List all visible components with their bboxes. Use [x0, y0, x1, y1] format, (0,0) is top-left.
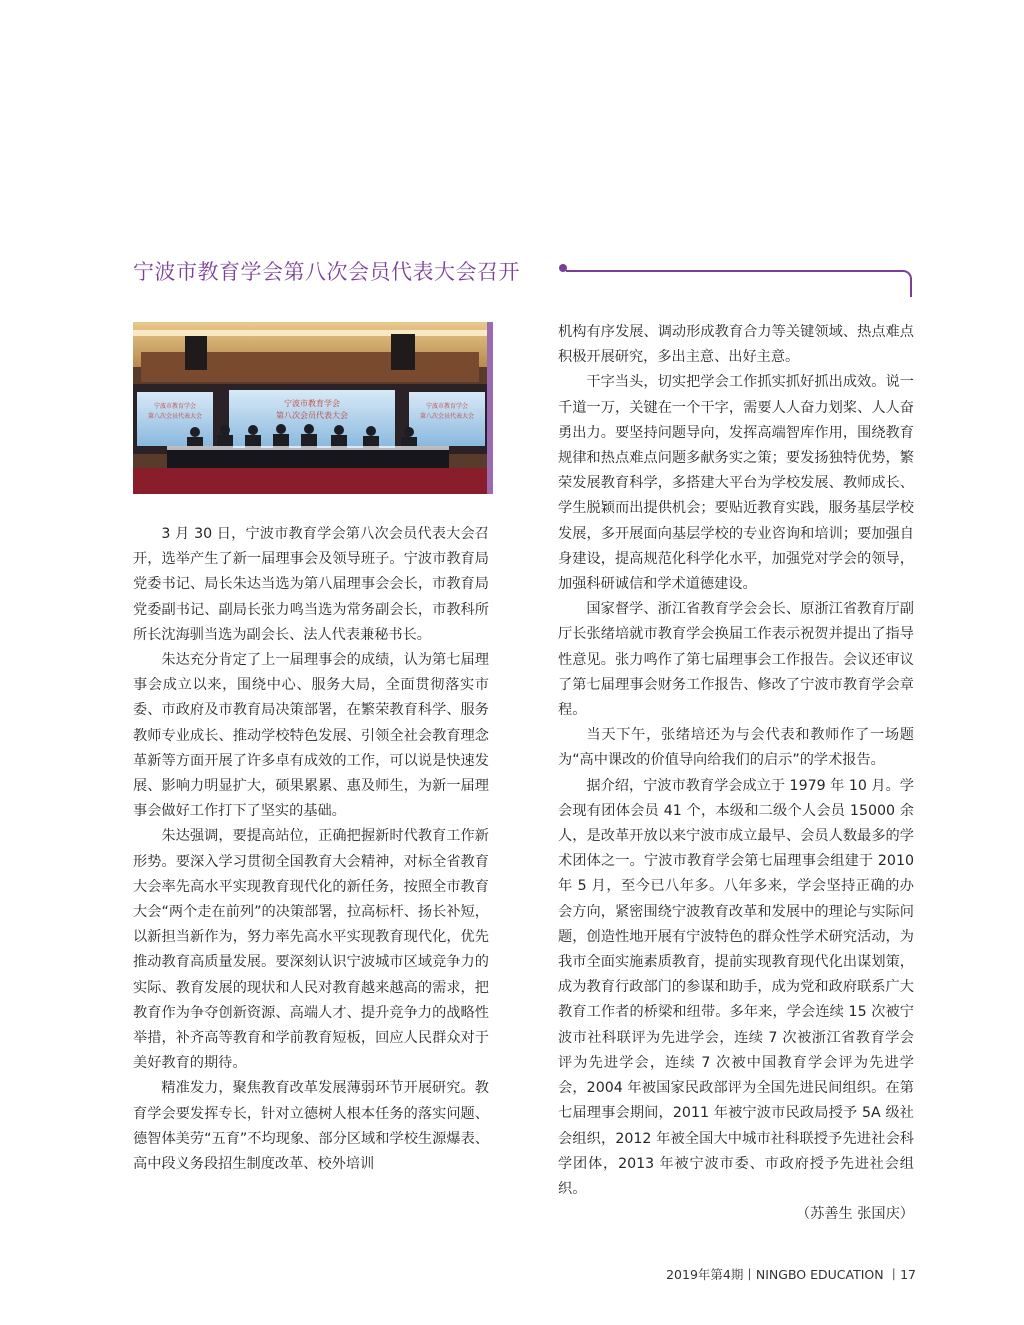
banner-left-line2: 第八次会员代表大会 [147, 413, 203, 420]
paragraph: 据介绍，宁波市教育学会成立于 1979 年 10 月。学会现有团体会员 41 个，本级和二级个人会员 15000 余人，是改革开放以来宁波市成立最早、会员人数最多的学术团体之一。宁波市教育学会第七届理事会组建于 2010 年 5 月，至今已八年多。八年多来，学会坚持正确的办会方向，紧密围绕宁波教育改革和发展中的理论与实际问题，创造性地开展有宁波特色的群众性学术研究活动，为我市全面实施素质教育，提前实现教育现代化出谋划策，成为教育行政部门的参谋和助手，成为党和政府联系广大教育工作者的桥梁和纽带。多年来，学会连续 15 次被宁波市社科联评为先进学会，连续 7 次被浙江省教育学会评为先进学会，连续 7 次被中国教育学会评为先进学会，2004 年被国家民政部评为全国先进民间组织。在第七届理事会期间，2011 年被宁波市民政局授予 5A 级社会组织，2012 年被全国大中城市社科联授予先进社会科学团体，2013 年被宁波市委、市政府授予先进社会组织。 [558, 777, 914, 1197]
paragraph: 机构有序发展、调动形成教育合力等关键领域、热点难点积极开展研究，多出主意、出好主意。 [558, 324, 914, 366]
speaker-right-shape [391, 334, 415, 370]
paragraph: 精准发力，聚焦教育改革发展薄弱环节开展研究。教育学会要发挥专长，针对立德树人根本任务的落实问题、德智体美劳“五育”不均现象、部分区域和学校生源爆表、高中段义务段招生制度改革、校外培训 [133, 1080, 489, 1173]
banner-center-line1: 宁波市教育学会 [284, 399, 340, 408]
banner-left-line1: 宁波市教育学会 [153, 403, 197, 410]
right-column [558, 320, 914, 1227]
page-footer: 2019年第4期丨NINGBO EDUCATION 丨17 [666, 1267, 916, 1282]
paragraph: 朱达强调，要提高站位，正确把握新时代教育工作新形势。要深入学习贯彻全国教育大会精神，对标全省教育大会率先高水平实现教育现代化的新任务，按照全市教育大会“两个走在前列”的决策部署，拉高标杆、扬长补短，以新担当新作为，努力率先高水平实现教育现代化，优先推动教育高质量发展。要深刻认识宁波城市区域竞争力的实际、教育发展的现状和人民对教育越来越高的需求，把教育作为争夺创新资源、高端人才、提升竞争力的战略性举措，补齐高等教育和学前教育短板，回应人民群众对于美好教育的期待。 [133, 828, 489, 1072]
conference-photo [133, 322, 493, 494]
article-photo [133, 322, 493, 494]
banner-right-line2: 第八次会员代表大会 [419, 413, 475, 420]
banner-center-line2: 第八次会员代表大会 [276, 411, 348, 420]
article-title: 宁波市教育学会第八次会员代表大会召开 [133, 260, 520, 284]
paragraph: 当天下午，张绪培还为与会代表和教师作了一场题为“高中课改的价值导向给我们的启示”的学术报告。 [558, 727, 914, 769]
banner-right-line1: 宁波市教育学会 [425, 403, 469, 410]
paragraph: 干字当头，切实把学会工作抓实抓好抓出成效。说一千道一万，关键在一个干字，需要人人奋力划桨、人人奋勇出力。要坚持问题导向，发挥高端智库作用，围绕教育规律和热点难点问题多献务实之策；要发扬独特优势，繁荣发展教育科学，多搭建大平台为学校发展、教师成长、学生脱颖而出提供机会；要贴近教育实践，服务基层学校发展，多开展面向基层学校的专业咨询和培训；要加强自身建设，提高规范化科学化水平，加强党对学会的领导，加强科研诚信和学术道德建设。 [558, 374, 914, 593]
paragraph: 3 月 30 日，宁波市教育学会第八次会员代表大会召开，选举产生了新一届理事会及领导班子。宁波市教育局党委书记、局长朱达当选为第八届理事会会长，市教育局党委副书记、副局长张力鸣当选为常务副会长，市教科所所长沈海驯当选为副会长、法人代表兼秘书长。 [133, 526, 489, 643]
title-decoration-line [566, 270, 912, 297]
left-column [133, 522, 489, 1177]
paragraph: 国家督学、浙江省教育学会会长、原浙江省教育厅副厅长张绪培就市教育学会换届工作表示祝贺并提出了指导性意见。张力鸣作了第七届理事会工作报告。会议还审议了第七届理事会财务工作报告、修改了宁波市教育学会章程。 [558, 601, 914, 719]
speaker-left-shape [185, 336, 207, 370]
author-signature: （苏善生 张国庆） [795, 1206, 914, 1223]
paragraph: 朱达充分肯定了上一届理事会的成绩，认为第七届理事会成立以来，围绕中心、服务大局，全面贯彻落实市委、市政府及市教育局决策部署，在繁荣教育科学、服务教师专业成长、推动学校特色发展、引领全社会教育理念革新等方面开展了许多卓有成效的工作，可以说是快速发展、影响力明显扩大，硕果累累、惠及师生，为新一届理事会做好工作打下了坚实的基础。 [133, 652, 489, 820]
